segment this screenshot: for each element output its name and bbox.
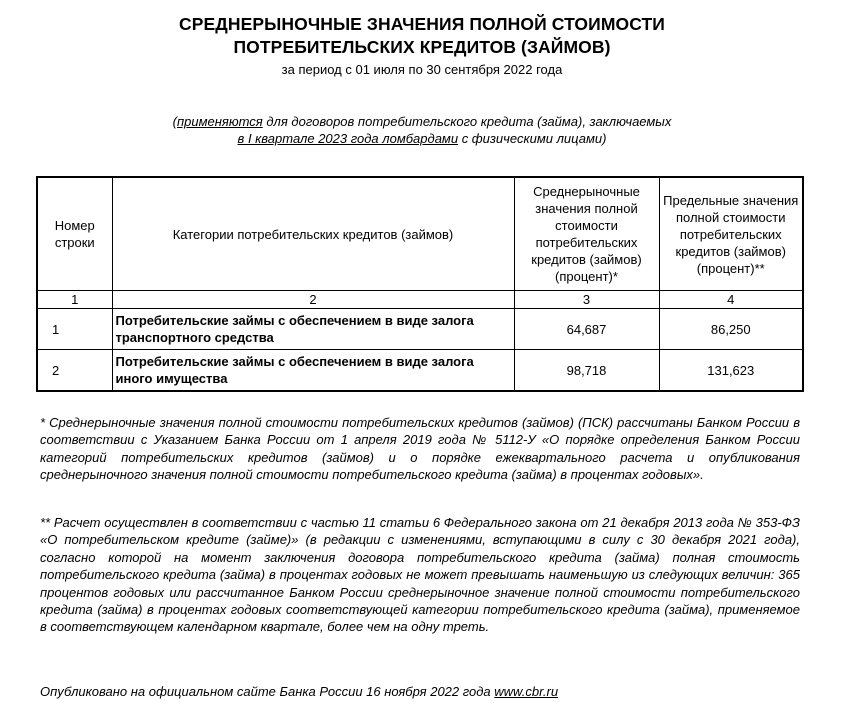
publication-text: Опубликовано на официальном сайте Банка России 16 ноября 2022 года bbox=[40, 684, 495, 699]
header-average-psk: Среднерыночные значения полной стоимости потребительских кредитов (займов) (процент)* bbox=[514, 177, 659, 291]
column-number: 1 bbox=[37, 291, 112, 309]
table-row bbox=[37, 309, 803, 350]
applies-word: применяются bbox=[176, 114, 263, 129]
column-number: 4 bbox=[659, 291, 803, 309]
row-number: 2 bbox=[37, 350, 112, 392]
header-row-number: Номер строки bbox=[37, 177, 112, 291]
column-number: 3 bbox=[514, 291, 659, 309]
applies-quarter: в I квартале 2023 года ломбардами bbox=[237, 131, 459, 146]
cbr-website-link[interactable]: www.cbr.ru bbox=[494, 684, 559, 699]
column-number-row bbox=[37, 291, 803, 309]
applicability-line2 bbox=[0, 130, 844, 147]
footnote-average-psk: * Среднерыночные значения полной стоимости потребительских кредитов (займов) (ПСК) рассчитаны Банком России в соответствии с Указанием Банка России от 1 апреля 2019 года № 5112-У «О порядке определения Банком России категорий потребительских кредитов (займов) и о порядке ежеквартального расчета и опубликования среднерыночного значения полной стоимости потребительского кредита (займа) в процентах годовых». bbox=[40, 415, 800, 483]
table-row bbox=[37, 350, 803, 392]
applies-open: ( bbox=[172, 114, 177, 129]
row-average-psk: 64,687 bbox=[514, 309, 659, 350]
row-limit-psk: 86,250 bbox=[659, 309, 803, 350]
column-number: 2 bbox=[112, 291, 514, 309]
document-title-line1: СРЕДНЕРЫНОЧНЫЕ ЗНАЧЕНИЯ ПОЛНОЙ СТОИМОСТИ bbox=[179, 14, 665, 34]
publication-note bbox=[40, 684, 558, 699]
applicability-line1 bbox=[0, 113, 844, 130]
row-category: Потребительские займы с обеспечением в виде залога транспортного средства bbox=[112, 309, 514, 350]
row-category: Потребительские займы с обеспечением в виде залога иного имущества bbox=[112, 350, 514, 392]
header-category: Категории потребительских кредитов (займов) bbox=[112, 177, 514, 291]
document-title-line2: ПОТРЕБИТЕЛЬСКИХ КРЕДИТОВ (ЗАЙМОВ) bbox=[233, 37, 611, 57]
row-limit-psk: 131,623 bbox=[659, 350, 803, 392]
header-limit-psk: Предельные значения полной стоимости потребительских кредитов (займов) (процент)** bbox=[659, 177, 803, 291]
document-period: за период с 01 июля по 30 сентября 2022 года bbox=[281, 62, 563, 77]
footnote-limit-psk: ** Расчет осуществлен в соответствии с частью 11 статьи 6 Федерального закона от 21 декабря 2013 года № 353-ФЗ «О потребительском кредите (займе)» (в редакции с изменениями, вступающими в силу с 30 декабря 2021 года), согласно которой на момент заключения договора потребительского кредита (займа) полная стоимость потребительского кредита (займа) в процентах годовых не может превышать наименьшую из следующих величин: 365 процентов годовых или рассчитанное Банком России среднерыночное значение полной стоимости потребительского кредита (займа) в процентах годовых соответствующей категории потребительского кредита (займа), применяемое в соответствующем календарном квартале, более чем на одну треть. bbox=[40, 515, 800, 635]
applicability-note bbox=[0, 113, 844, 147]
row-number: 1 bbox=[37, 309, 112, 350]
psk-table bbox=[36, 176, 804, 392]
applies-rest2: с физическими лицами) bbox=[458, 131, 607, 146]
row-average-psk: 98,718 bbox=[514, 350, 659, 392]
applies-rest1: для договоров потребительского кредита (займа), заключаемых bbox=[262, 114, 672, 129]
